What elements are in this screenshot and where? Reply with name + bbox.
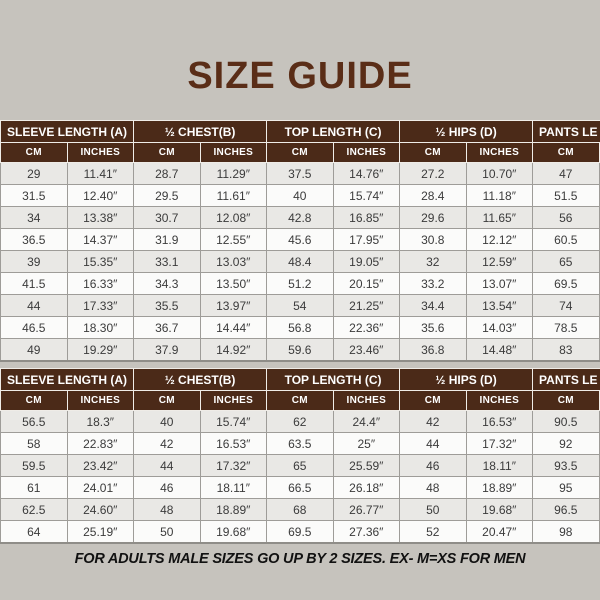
measurement-cell: 68 <box>267 499 334 521</box>
measurement-cell: 16.53″ <box>466 411 533 433</box>
measurement-cell: 11.41″ <box>67 163 134 185</box>
measurement-cell: 41.5 <box>1 273 68 295</box>
table-row <box>1 433 600 455</box>
measurement-cell: 36.7 <box>134 317 201 339</box>
measurement-cell: 35.6 <box>400 317 467 339</box>
measurement-cell: 12.59″ <box>466 251 533 273</box>
measurement-cell: 14.92″ <box>200 339 267 361</box>
measurement-cell: 83 <box>533 339 600 361</box>
measurement-cell: 58 <box>1 433 68 455</box>
measurement-cell: 14.44″ <box>200 317 267 339</box>
measurement-cell: 19.29″ <box>67 339 134 361</box>
unit-header: CM <box>134 143 201 163</box>
table-row <box>1 229 600 251</box>
measurement-cell: 16.53″ <box>200 433 267 455</box>
table-row <box>1 207 600 229</box>
table-row <box>1 273 600 295</box>
table-row <box>1 477 600 499</box>
unit-header: INCHES <box>466 391 533 411</box>
measurement-cell: 51.5 <box>533 185 600 207</box>
measurement-cell: 25″ <box>333 433 400 455</box>
measurement-cell: 25.19″ <box>67 521 134 543</box>
measurement-cell: 11.61″ <box>200 185 267 207</box>
unit-header: INCHES <box>67 391 134 411</box>
sub-header-row <box>1 143 600 163</box>
measurement-cell: 19.68″ <box>200 521 267 543</box>
measurement-cell: 15.35″ <box>67 251 134 273</box>
measurement-cell: 22.83″ <box>67 433 134 455</box>
measurement-cell: 30.7 <box>134 207 201 229</box>
table-row <box>1 163 600 185</box>
unit-header: CM <box>1 391 68 411</box>
unit-header: CM <box>533 391 600 411</box>
measurement-cell: 18.3″ <box>67 411 134 433</box>
measurement-cell: 23.46″ <box>333 339 400 361</box>
unit-header: INCHES <box>200 143 267 163</box>
measurement-cell: 28.7 <box>134 163 201 185</box>
measurement-cell: 36.8 <box>400 339 467 361</box>
measurement-cell: 13.97″ <box>200 295 267 317</box>
measurement-cell: 34.4 <box>400 295 467 317</box>
measurement-cell: 27.2 <box>400 163 467 185</box>
measurement-cell: 24.60″ <box>67 499 134 521</box>
measurement-cell: 20.47″ <box>466 521 533 543</box>
measurement-cell: 93.5 <box>533 455 600 477</box>
unit-header: INCHES <box>333 143 400 163</box>
measurement-cell: 17.32″ <box>466 433 533 455</box>
measurement-cell: 52 <box>400 521 467 543</box>
column-group-header: TOP LENGTH (C) <box>267 369 400 391</box>
measurement-cell: 69.5 <box>533 273 600 295</box>
measurement-cell: 14.37″ <box>67 229 134 251</box>
measurement-cell: 12.08″ <box>200 207 267 229</box>
measurement-cell: 44 <box>1 295 68 317</box>
measurement-cell: 30.8 <box>400 229 467 251</box>
measurement-cell: 44 <box>134 455 201 477</box>
measurement-cell: 24.4″ <box>333 411 400 433</box>
measurement-cell: 19.05″ <box>333 251 400 273</box>
measurement-cell: 29.5 <box>134 185 201 207</box>
unit-header: CM <box>400 391 467 411</box>
measurement-cell: 26.77″ <box>333 499 400 521</box>
footnote-text: FOR ADULTS MALE SIZES GO UP BY 2 SIZES. EX- M=XS FOR MEN <box>74 551 526 567</box>
measurement-cell: 26.18″ <box>333 477 400 499</box>
measurement-cell: 62 <box>267 411 334 433</box>
measurement-cell: 46 <box>134 477 201 499</box>
measurement-cell: 18.11″ <box>200 477 267 499</box>
measurement-cell: 16.33″ <box>67 273 134 295</box>
column-group-header: TOP LENGTH (C) <box>267 121 400 143</box>
measurement-cell: 33.1 <box>134 251 201 273</box>
measurement-cell: 96.5 <box>533 499 600 521</box>
measurement-cell: 56.8 <box>267 317 334 339</box>
size-table-top <box>0 120 600 362</box>
measurement-cell: 95 <box>533 477 600 499</box>
group-header-row <box>1 121 600 143</box>
measurement-cell: 37.5 <box>267 163 334 185</box>
measurement-cell: 12.40″ <box>67 185 134 207</box>
unit-header: INCHES <box>333 391 400 411</box>
table-row <box>1 499 600 521</box>
measurement-cell: 18.89″ <box>466 477 533 499</box>
unit-header: CM <box>134 391 201 411</box>
size-table <box>0 368 600 543</box>
measurement-cell: 98 <box>533 521 600 543</box>
table-row <box>1 339 600 361</box>
unit-header: CM <box>400 143 467 163</box>
measurement-cell: 28.4 <box>400 185 467 207</box>
table-row <box>1 251 600 273</box>
measurement-cell: 48.4 <box>267 251 334 273</box>
table-row <box>1 521 600 543</box>
measurement-cell: 92 <box>533 433 600 455</box>
measurement-cell: 65 <box>267 455 334 477</box>
measurement-cell: 17.32″ <box>200 455 267 477</box>
measurement-cell: 29.6 <box>400 207 467 229</box>
measurement-cell: 14.03″ <box>466 317 533 339</box>
measurement-cell: 13.50″ <box>200 273 267 295</box>
measurement-cell: 56 <box>533 207 600 229</box>
column-group-header: PANTS LE <box>533 121 600 143</box>
measurement-cell: 47 <box>533 163 600 185</box>
table-row <box>1 317 600 339</box>
measurement-cell: 64 <box>1 521 68 543</box>
measurement-cell: 40 <box>134 411 201 433</box>
measurement-cell: 50 <box>134 521 201 543</box>
measurement-cell: 54 <box>267 295 334 317</box>
measurement-cell: 13.07″ <box>466 273 533 295</box>
measurement-cell: 11.29″ <box>200 163 267 185</box>
measurement-cell: 31.9 <box>134 229 201 251</box>
measurement-cell: 15.74″ <box>200 411 267 433</box>
measurement-cell: 18.11″ <box>466 455 533 477</box>
measurement-cell: 60.5 <box>533 229 600 251</box>
measurement-cell: 32 <box>400 251 467 273</box>
measurement-cell: 31.5 <box>1 185 68 207</box>
measurement-cell: 44 <box>400 433 467 455</box>
measurement-cell: 14.48″ <box>466 339 533 361</box>
measurement-cell: 34 <box>1 207 68 229</box>
measurement-cell: 51.2 <box>267 273 334 295</box>
measurement-cell: 46 <box>400 455 467 477</box>
measurement-cell: 65 <box>533 251 600 273</box>
measurement-cell: 27.36″ <box>333 521 400 543</box>
measurement-cell: 25.59″ <box>333 455 400 477</box>
group-header-row <box>1 369 600 391</box>
table-row <box>1 185 600 207</box>
measurement-cell: 63.5 <box>267 433 334 455</box>
measurement-cell: 11.18″ <box>466 185 533 207</box>
column-group-header: SLEEVE LENGTH (A) <box>1 369 134 391</box>
measurement-cell: 42.8 <box>267 207 334 229</box>
column-group-header: SLEEVE LENGTH (A) <box>1 121 134 143</box>
measurement-cell: 15.74″ <box>333 185 400 207</box>
measurement-cell: 36.5 <box>1 229 68 251</box>
measurement-cell: 13.38″ <box>67 207 134 229</box>
sub-header-row <box>1 391 600 411</box>
measurement-cell: 29 <box>1 163 68 185</box>
measurement-cell: 45.6 <box>267 229 334 251</box>
measurement-cell: 35.5 <box>134 295 201 317</box>
measurement-cell: 74 <box>533 295 600 317</box>
unit-header: CM <box>267 143 334 163</box>
measurement-cell: 18.89″ <box>200 499 267 521</box>
unit-header: INCHES <box>67 143 134 163</box>
measurement-cell: 78.5 <box>533 317 600 339</box>
page-title: SIZE GUIDE <box>187 55 413 97</box>
measurement-cell: 33.2 <box>400 273 467 295</box>
measurement-cell: 12.12″ <box>466 229 533 251</box>
measurement-cell: 61 <box>1 477 68 499</box>
measurement-cell: 42 <box>400 411 467 433</box>
measurement-cell: 50 <box>400 499 467 521</box>
unit-header: CM <box>267 391 334 411</box>
measurement-cell: 18.30″ <box>67 317 134 339</box>
measurement-cell: 59.5 <box>1 455 68 477</box>
table-row <box>1 295 600 317</box>
measurement-cell: 22.36″ <box>333 317 400 339</box>
column-group-header: ½ CHEST(B) <box>134 369 267 391</box>
measurement-cell: 10.70″ <box>466 163 533 185</box>
measurement-cell: 37.9 <box>134 339 201 361</box>
measurement-cell: 48 <box>134 499 201 521</box>
measurement-cell: 13.03″ <box>200 251 267 273</box>
column-group-header: ½ CHEST(B) <box>134 121 267 143</box>
unit-header: CM <box>533 143 600 163</box>
unit-header: CM <box>1 143 68 163</box>
measurement-cell: 48 <box>400 477 467 499</box>
measurement-cell: 66.5 <box>267 477 334 499</box>
unit-header: INCHES <box>200 391 267 411</box>
table-row <box>1 411 600 433</box>
size-table <box>0 120 600 361</box>
measurement-cell: 19.68″ <box>466 499 533 521</box>
measurement-cell: 56.5 <box>1 411 68 433</box>
size-table-bottom <box>0 368 600 544</box>
measurement-cell: 90.5 <box>533 411 600 433</box>
measurement-cell: 11.65″ <box>466 207 533 229</box>
unit-header: INCHES <box>466 143 533 163</box>
measurement-cell: 14.76″ <box>333 163 400 185</box>
measurement-cell: 13.54″ <box>466 295 533 317</box>
measurement-cell: 21.25″ <box>333 295 400 317</box>
measurement-cell: 17.33″ <box>67 295 134 317</box>
measurement-cell: 20.15″ <box>333 273 400 295</box>
column-group-header: ½ HIPS (D) <box>400 369 533 391</box>
measurement-cell: 69.5 <box>267 521 334 543</box>
measurement-cell: 59.6 <box>267 339 334 361</box>
measurement-cell: 17.95″ <box>333 229 400 251</box>
measurement-cell: 16.85″ <box>333 207 400 229</box>
measurement-cell: 40 <box>267 185 334 207</box>
measurement-cell: 24.01″ <box>67 477 134 499</box>
column-group-header: PANTS LE <box>533 369 600 391</box>
column-group-header: ½ HIPS (D) <box>400 121 533 143</box>
table-row <box>1 455 600 477</box>
measurement-cell: 49 <box>1 339 68 361</box>
measurement-cell: 42 <box>134 433 201 455</box>
measurement-cell: 39 <box>1 251 68 273</box>
measurement-cell: 23.42″ <box>67 455 134 477</box>
measurement-cell: 46.5 <box>1 317 68 339</box>
measurement-cell: 12.55″ <box>200 229 267 251</box>
measurement-cell: 62.5 <box>1 499 68 521</box>
measurement-cell: 34.3 <box>134 273 201 295</box>
